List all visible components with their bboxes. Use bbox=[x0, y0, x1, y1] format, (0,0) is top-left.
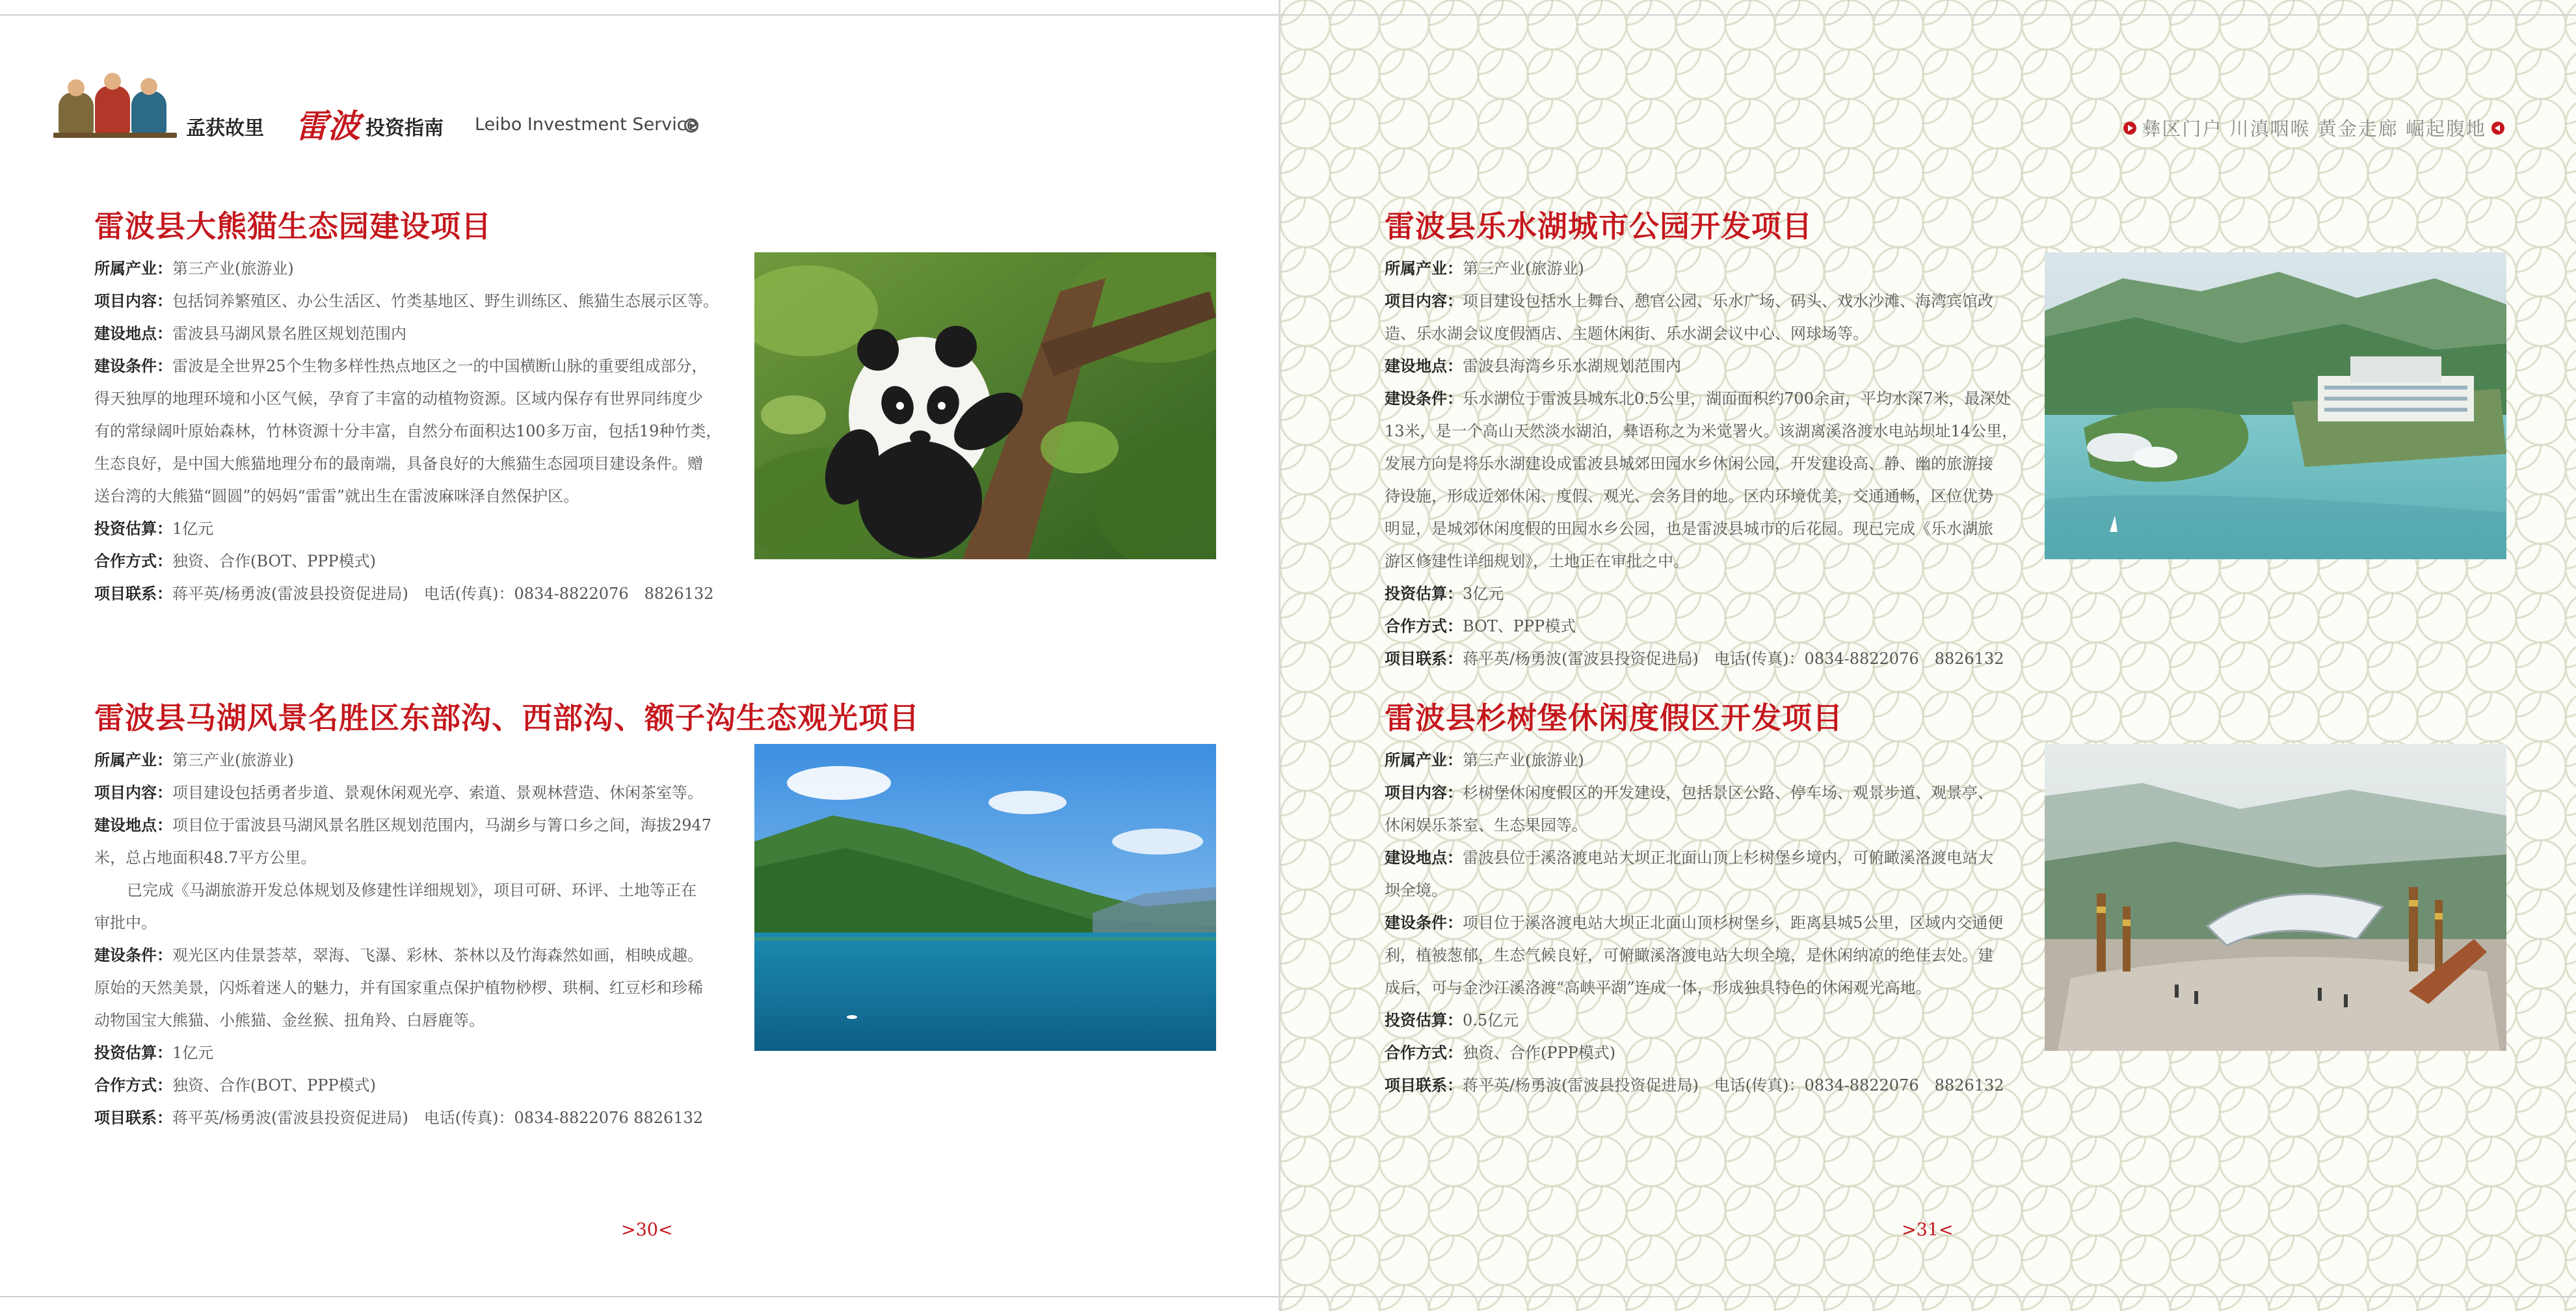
project-field bbox=[94, 447, 745, 480]
field-label: 项目内容： bbox=[1385, 784, 1463, 802]
project-panda-park bbox=[94, 208, 1249, 611]
project-field bbox=[1385, 776, 2035, 809]
arrow-left-icon bbox=[2491, 122, 2504, 135]
field-value: 已完成《马湖旅游开发总体规划及修建性详细规划》，项目可研、环评、土地等正在 bbox=[127, 881, 697, 899]
field-value: 游区修建性详细规划》，土地正在审批之中。 bbox=[1385, 552, 1689, 570]
project-field bbox=[94, 1037, 745, 1069]
slogan-header bbox=[2123, 114, 2504, 140]
right-page bbox=[1281, 0, 2576, 1311]
project-field bbox=[94, 1004, 745, 1037]
project-field bbox=[94, 252, 745, 285]
project-field bbox=[94, 285, 745, 317]
leshui-lake-park-rendering bbox=[2045, 252, 2506, 559]
brand-title-1: 孟获故里 bbox=[186, 117, 264, 140]
field-value: 蒋平英/杨勇波(雷波县投资促进局) 电话(传真)：0834-8822076 8826132 bbox=[1463, 650, 2004, 668]
project-field bbox=[94, 809, 745, 841]
field-label: 项目联系： bbox=[94, 1109, 172, 1127]
project-field bbox=[1385, 1004, 2035, 1037]
field-label: 投资估算： bbox=[1385, 1011, 1463, 1029]
field-value: 1亿元 bbox=[172, 1044, 214, 1062]
field-value: 第三产业(旅游业) bbox=[1463, 751, 1584, 769]
project-field bbox=[1385, 512, 2035, 545]
project-field bbox=[1385, 1037, 2035, 1069]
field-value: 13米，是一个高山天然淡水湖泊，彝语称之为米觉署火。该湖离溪洛渡水电站坝址14公里， bbox=[1385, 422, 2018, 440]
field-value: 动物国宝大熊猫、小熊猫、金丝猴、扭角羚、白唇鹿等。 bbox=[94, 1011, 485, 1029]
field-value: 第三产业(旅游业) bbox=[172, 259, 294, 278]
field-value: 成后，可与金沙江溪洛渡“高峡平湖”连成一体，形成独具特色的休闲观光高地。 bbox=[1385, 979, 1932, 997]
project-field bbox=[94, 480, 745, 512]
project-field bbox=[1385, 642, 2035, 675]
field-value: 雷波县海湾乡乐水湖规划范围内 bbox=[1463, 357, 1681, 375]
field-value: 待设施，形成近郊休闲、度假、观光、会务目的地。区内环境优美，交通通畅，区位优势 bbox=[1385, 487, 1993, 505]
project-field bbox=[1385, 744, 2035, 776]
field-label: 建设条件： bbox=[94, 946, 172, 964]
field-label: 合作方式： bbox=[94, 552, 172, 570]
project-field bbox=[94, 382, 745, 415]
project-field bbox=[1385, 841, 2035, 874]
field-value: 独资、合作(BOT、PPP模式) bbox=[172, 1076, 376, 1094]
field-value: 雷波是全世界25个生物多样性热点地区之一的中国横断山脉的重要组成部分， bbox=[172, 357, 708, 375]
page-number: >31< bbox=[1902, 1220, 1954, 1240]
field-value: 雷波县马湖风景名胜区规划范围内 bbox=[172, 324, 406, 343]
field-label: 建设条件： bbox=[1385, 390, 1463, 408]
field-value: 原始的天然美景，闪烁着迷人的魅力，并有国家重点保护植物桫椤、珙桐、红豆杉和珍稀 bbox=[94, 979, 703, 997]
field-value: 坝全境。 bbox=[1385, 881, 1447, 899]
field-label: 建设地点： bbox=[1385, 849, 1463, 867]
field-value: 审批中。 bbox=[94, 914, 157, 932]
project-details bbox=[94, 252, 745, 610]
arrow-right-icon bbox=[2123, 122, 2136, 135]
field-value: 蒋平英/杨勇波(雷波县投资促进局) 电话(传真)：0834-8822076 8826132 bbox=[172, 585, 714, 603]
field-value: 项目位于雷波县马湖风景名胜区规划范围内，马湖乡与箐口乡之间，海拔2947 bbox=[172, 816, 712, 834]
project-field bbox=[1385, 577, 2035, 610]
field-value: 蒋平英/杨勇波(雷波县投资促进局) 电话(传真)：0834-8822076 8826132 bbox=[1463, 1076, 2004, 1094]
field-value: 米，总占地面积48.7平方公里。 bbox=[94, 849, 317, 867]
project-field bbox=[94, 317, 745, 350]
field-value: 有的常绿阔叶原始森林，竹林资源十分丰富，自然分布面积达100多万亩，包括19种竹类， bbox=[94, 422, 722, 440]
project-field bbox=[94, 577, 745, 610]
project-field bbox=[1385, 907, 2035, 939]
project-field bbox=[1385, 447, 2035, 480]
project-field bbox=[1385, 480, 2035, 512]
project-field bbox=[1385, 252, 2035, 285]
project-field bbox=[94, 1069, 745, 1102]
brand-header bbox=[53, 70, 769, 145]
costumed-figures-illustration bbox=[53, 70, 177, 138]
field-label: 建设条件： bbox=[94, 357, 172, 375]
field-value: 休闲娱乐茶室、生态果园等。 bbox=[1385, 816, 1587, 834]
field-value: 0.5亿元 bbox=[1463, 1011, 1519, 1029]
project-field bbox=[1385, 415, 2035, 447]
field-label: 项目内容： bbox=[94, 292, 172, 310]
project-field bbox=[1385, 285, 2035, 317]
field-label: 所属产业： bbox=[1385, 259, 1463, 278]
giant-panda-photo bbox=[754, 252, 1216, 559]
page-frame-top bbox=[0, 14, 1279, 16]
field-label: 投资估算： bbox=[94, 1044, 172, 1062]
project-field bbox=[94, 545, 745, 577]
project-field bbox=[94, 512, 745, 545]
mahu-lake-photo bbox=[754, 744, 1216, 1051]
project-field bbox=[94, 744, 745, 776]
page-frame-bottom bbox=[0, 1296, 1279, 1297]
field-value: 项目建设包括水上舞台、憩官公园、乐水广场、码头、戏水沙滩、海湾宾馆改 bbox=[1463, 292, 1993, 310]
project-field bbox=[94, 907, 745, 939]
project-field bbox=[94, 415, 745, 447]
project-field bbox=[1385, 382, 2035, 415]
project-field bbox=[1385, 809, 2035, 841]
field-value: 造、乐水湖会议度假酒店、主题休闲街、乐水湖会议中心、网球场等。 bbox=[1385, 324, 1868, 343]
field-value: 杉树堡休闲度假区的开发建设，包括景区公路、停车场、观景步道、观景亭、 bbox=[1463, 784, 1993, 802]
field-value: 项目位于溪洛渡电站大坝正北面山顶杉树堡乡，距离县城5公里，区域内交通便 bbox=[1463, 914, 2004, 932]
figure-3 bbox=[131, 91, 166, 134]
project-field bbox=[1385, 874, 2035, 907]
field-value: 生态良好，是中国大熊猫地理分布的最南端，具备良好的大熊猫生态园项目建设条件。赠 bbox=[94, 455, 703, 473]
project-field bbox=[1385, 350, 2035, 382]
field-label: 所属产业： bbox=[94, 751, 172, 769]
field-label: 建设地点： bbox=[94, 324, 172, 343]
project-details bbox=[94, 744, 745, 1134]
project-field bbox=[94, 776, 745, 809]
page-frame-bottom bbox=[1281, 1296, 2576, 1297]
field-label: 建设地点： bbox=[94, 816, 172, 834]
project-field bbox=[1385, 972, 2035, 1004]
field-label: 投资估算： bbox=[1385, 585, 1463, 603]
slogan-text: 彝区门户 川滇咽喉 黄金走廊 崛起腹地 bbox=[2142, 118, 2486, 140]
project-field bbox=[94, 841, 745, 874]
project-field bbox=[94, 939, 745, 972]
figure-1 bbox=[59, 92, 94, 134]
project-details bbox=[1385, 744, 2035, 1102]
project-field bbox=[94, 350, 745, 382]
field-value: 乐水湖位于雷波县城东北0.5公里，湖面面积约700余亩，平均水深7米，最深处 bbox=[1463, 390, 2012, 408]
page-number: >30< bbox=[621, 1220, 673, 1240]
field-value: 第三产业(旅游业) bbox=[172, 751, 294, 769]
project-title: 雷波县大熊猫生态园建设项目 bbox=[94, 209, 492, 244]
field-value: 包括饲养繁殖区、办公生活区、竹类基地区、野生训练区、熊猫生态展示区等。 bbox=[172, 292, 719, 310]
field-label: 建设条件： bbox=[1385, 914, 1463, 932]
field-value: 利，植被葱郁，生态气候良好，可俯瞰溪洛渡电站大坝全境，是休闲纳凉的绝佳去处。建 bbox=[1385, 946, 1993, 964]
field-value: 得天独厚的地理环境和小区气候，孕育了丰富的动植物资源。区域内保存有世界同纬度少 bbox=[94, 390, 703, 408]
field-label: 合作方式： bbox=[1385, 617, 1463, 635]
field-value: 送台湾的大熊猫“圆圆”的妈妈“雷雷”就出生在雷波麻咪泽自然保护区。 bbox=[94, 487, 579, 505]
field-value: 蒋平英/杨勇波(雷波县投资促进局) 电话(传真)：0834-8822076 8826132 bbox=[172, 1109, 704, 1127]
field-label: 所属产业： bbox=[94, 259, 172, 278]
field-label: 项目联系： bbox=[1385, 650, 1463, 668]
project-title: 雷波县乐水湖城市公园开发项目 bbox=[1385, 209, 1812, 244]
field-value: 独资、合作(BOT、PPP模式) bbox=[172, 552, 376, 570]
project-mahu-scenic bbox=[94, 700, 1249, 1142]
project-field bbox=[1385, 610, 2035, 642]
field-value: 独资、合作(PPP模式) bbox=[1463, 1044, 1616, 1062]
field-value: 项目建设包括勇者步道、景观休闲观光亭、索道、景观林营造、休闲茶室等。 bbox=[172, 784, 703, 802]
field-value: 1亿元 bbox=[172, 520, 214, 538]
project-title: 雷波县马湖风景名胜区东部沟、西部沟、额子沟生态观光项目 bbox=[94, 700, 920, 735]
field-label: 建设地点： bbox=[1385, 357, 1463, 375]
project-field bbox=[1385, 939, 2035, 972]
field-label: 合作方式： bbox=[94, 1076, 172, 1094]
field-label: 投资估算： bbox=[94, 520, 172, 538]
field-value: 发展方向是将乐水湖建设成雷波县城郊田园水乡休闲公园，开发建设高、静、幽的旅游接 bbox=[1385, 455, 1993, 473]
field-value: 明显，是城郊休闲度假的田园水乡公园，也是雷波县城市的后花园。现已完成《乐水湖旅 bbox=[1385, 520, 1993, 538]
field-label: 合作方式： bbox=[1385, 1044, 1463, 1062]
field-value: 雷波县位于溪洛渡电站大坝正北面山顶上杉树堡乡境内，可俯瞰溪洛渡电站大 bbox=[1463, 849, 1993, 867]
field-value: 第三产业(旅游业) bbox=[1463, 259, 1584, 278]
play-circle-icon bbox=[684, 118, 698, 133]
shanshubao-resort-rendering bbox=[2045, 744, 2506, 1051]
project-field bbox=[94, 972, 745, 1004]
brand-title-2: 投资指南 bbox=[365, 117, 444, 140]
page-frame-top bbox=[1281, 14, 2576, 16]
leibo-logo: 雷波 bbox=[295, 107, 360, 145]
field-label: 项目内容： bbox=[94, 784, 172, 802]
project-details bbox=[1385, 252, 2035, 675]
left-page bbox=[0, 0, 1281, 1311]
project-field bbox=[94, 1102, 745, 1134]
field-label: 项目联系： bbox=[1385, 1076, 1463, 1094]
project-title: 雷波县杉树堡休闲度假区开发项目 bbox=[1385, 700, 1843, 735]
figure-2 bbox=[95, 86, 130, 134]
project-leshui-park bbox=[1385, 208, 2539, 676]
project-field bbox=[1385, 1069, 2035, 1102]
field-label: 项目内容： bbox=[1385, 292, 1463, 310]
brand-english-title: Leibo Investment Service bbox=[475, 114, 698, 135]
project-field bbox=[94, 874, 745, 907]
project-shanshubao-resort bbox=[1385, 700, 2539, 1116]
field-label: 所属产业： bbox=[1385, 751, 1463, 769]
field-value: 3亿元 bbox=[1463, 585, 1504, 603]
field-value: BOT、PPP模式 bbox=[1463, 617, 1576, 635]
field-label: 项目联系： bbox=[94, 585, 172, 603]
project-field bbox=[1385, 545, 2035, 577]
field-value: 观光区内佳景荟萃，翠海、飞瀑、彩林、茶林以及竹海森然如画，相映成趣。 bbox=[172, 946, 703, 964]
project-field bbox=[1385, 317, 2035, 350]
